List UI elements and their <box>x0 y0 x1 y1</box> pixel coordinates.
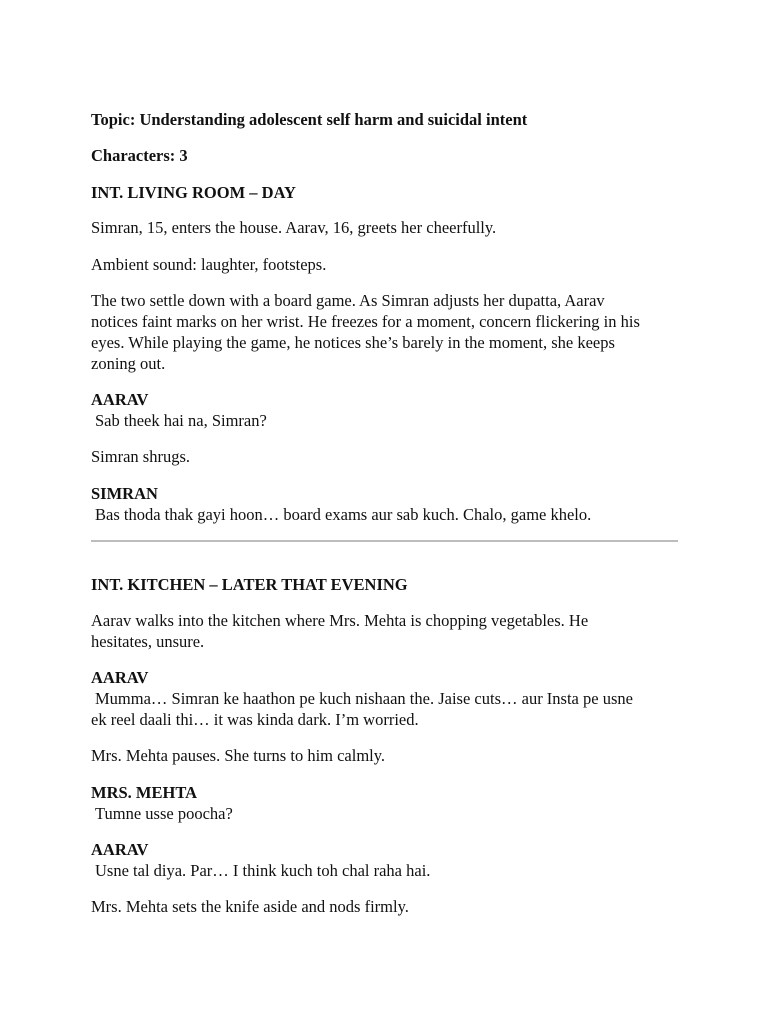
action-paragraph-line: eyes. While playing the game, he notices she’s barely in the moment, she keeps <box>91 333 615 352</box>
scene-divider <box>91 540 678 542</box>
action-line: Simran shrugs. <box>91 447 190 466</box>
dialogue-line: ek reel daali thi… it was kinda dark. I’m worried. <box>91 710 419 729</box>
character-name: MRS. MEHTA <box>91 783 198 802</box>
scene-heading-kitchen: INT. KITCHEN – LATER THAT EVENING <box>91 575 408 594</box>
action-line: Simran, 15, enters the house. Aarav, 16, greets her cheerfully. <box>91 218 497 237</box>
dialogue-line: Mumma… Simran ke haathon pe kuch nishaan the. Jaise cuts… aur Insta pe usne <box>95 689 633 708</box>
dialogue-line: Sab theek hai na, Simran? <box>95 411 267 430</box>
dialogue-line: Tumne usse poocha? <box>95 804 233 823</box>
topic-heading: Topic: Understanding adolescent self harm and suicidal intent <box>91 110 528 129</box>
character-name: AARAV <box>91 668 149 687</box>
action-paragraph-line: notices faint marks on her wrist. He freezes for a moment, concern flickering in his <box>91 312 640 331</box>
action-paragraph-line: Aarav walks into the kitchen where Mrs. Mehta is chopping vegetables. He <box>91 611 589 630</box>
action-line: Ambient sound: laughter, footsteps. <box>91 255 327 274</box>
action-paragraph-line: zoning out. <box>91 354 166 373</box>
action-line: Mrs. Mehta pauses. She turns to him calmly. <box>91 746 386 765</box>
dialogue-line: Usne tal diya. Par… I think kuch toh chal raha hai. <box>95 861 431 880</box>
action-line: Mrs. Mehta sets the knife aside and nods firmly. <box>91 897 409 916</box>
character-name: SIMRAN <box>91 484 158 503</box>
characters-count: Characters: 3 <box>91 146 188 165</box>
dialogue-line: Bas thoda thak gayi hoon… board exams aur sab kuch. Chalo, game khelo. <box>95 505 592 524</box>
action-paragraph-line: hesitates, unsure. <box>91 632 205 651</box>
character-name: AARAV <box>91 840 149 859</box>
action-paragraph-line: The two settle down with a board game. As Simran adjusts her dupatta, Aarav <box>91 291 605 310</box>
scene-heading-living-room: INT. LIVING ROOM – DAY <box>91 183 296 202</box>
character-name: AARAV <box>91 390 149 409</box>
